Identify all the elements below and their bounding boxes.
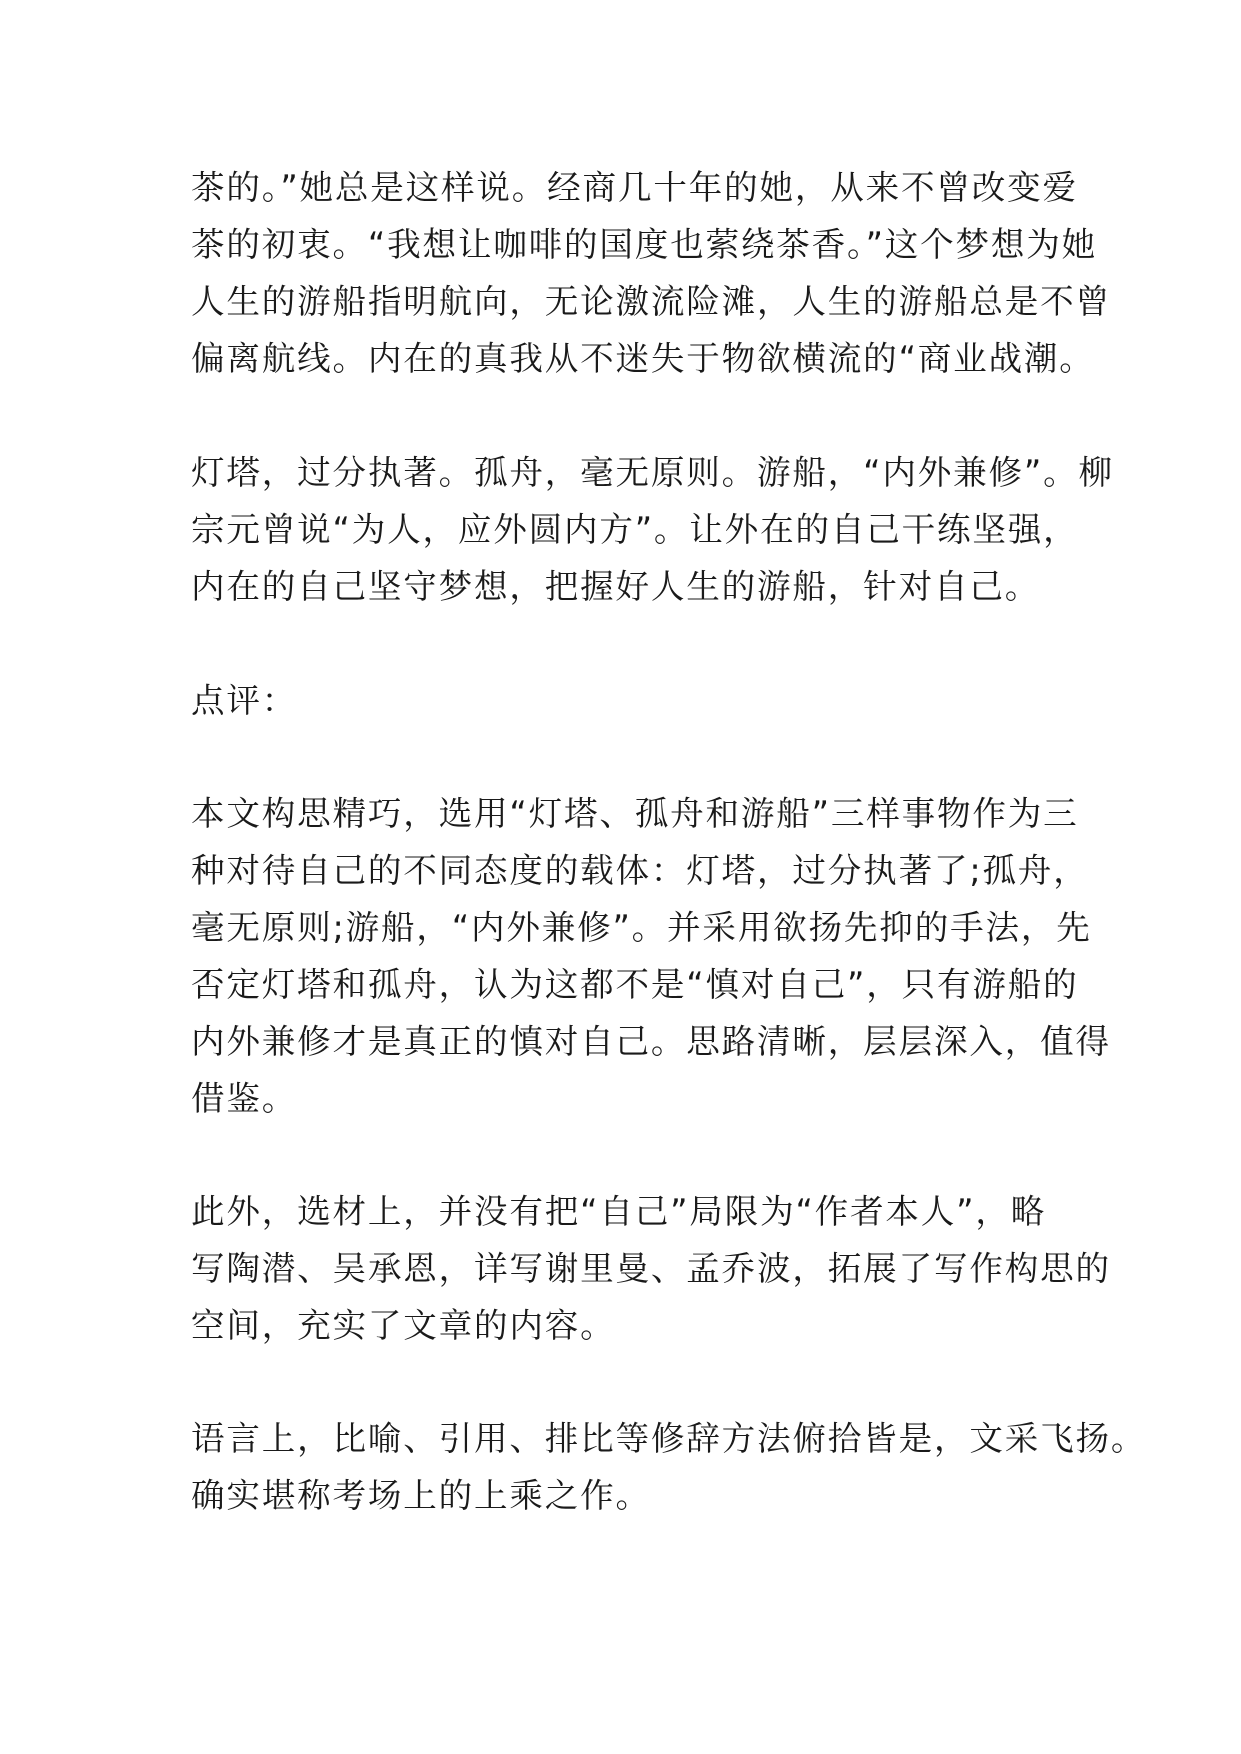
paragraph-2-line-3: 内在的自己坚守梦想，把握好人生的游船，针对自己。 (191, 567, 1041, 606)
paragraph-1-line-1: 茶的。”她总是这样说。经商几十年的她，从来不曾改变爱 (191, 168, 1078, 207)
paragraph-5-line-1: 此外，选材上，并没有把“自己”局限为“作者本人”，略 (191, 1192, 1047, 1231)
paragraph-6-line-2: 确实堪称考场上的上乘之作。 (191, 1476, 651, 1515)
paragraph-4-line-6: 借鉴。 (191, 1079, 298, 1118)
paragraph-1-line-2: 茶的初衷。“我想让咖啡的国度也萦绕茶香。”这个梦想为她 (191, 225, 1098, 264)
paragraph-4-line-4: 否定灯塔和孤舟，认为这都不是“慎对自己”，只有游船的 (191, 965, 1079, 1004)
paragraph-4-line-1: 本文构思精巧，选用“灯塔、孤舟和游船”三样事物作为三 (191, 794, 1079, 833)
paragraph-6-line-1: 语言上，比喻、引用、排比等修辞方法俯拾皆是，文采飞扬。 (191, 1419, 1147, 1458)
paragraph-4-line-2: 种对待自己的不同态度的载体：灯塔，过分执著了;孤舟， (191, 851, 1089, 890)
paragraph-1-line-3: 人生的游船指明航向，无论激流险滩，人生的游船总是不曾 (191, 282, 1111, 321)
paragraph-5-line-3: 空间，充实了文章的内容。 (191, 1306, 616, 1345)
comment-heading: 点评： (191, 681, 298, 720)
paragraph-4-line-5: 内外兼修才是真正的慎对自己。思路清晰，层层深入，值得 (191, 1022, 1111, 1061)
paragraph-2-line-2: 宗元曾说“为人，应外圆内方”。让外在的自己干练坚强， (191, 510, 1079, 549)
paragraph-4-line-3: 毫无原则;游船，“内外兼修”。并采用欲扬先抑的手法，先 (191, 908, 1092, 947)
paragraph-5-line-2: 写陶潜、吴承恩，详写谢里曼、孟乔波，拓展了写作构思的 (191, 1249, 1111, 1288)
paragraph-1-line-4: 偏离航线。内在的真我从不迷失于物欲横流的“商业战潮。 (191, 339, 1095, 378)
paragraph-2-line-1: 灯塔，过分执著。孤舟，毫无原则。游船，“内外兼修”。柳 (191, 453, 1114, 492)
